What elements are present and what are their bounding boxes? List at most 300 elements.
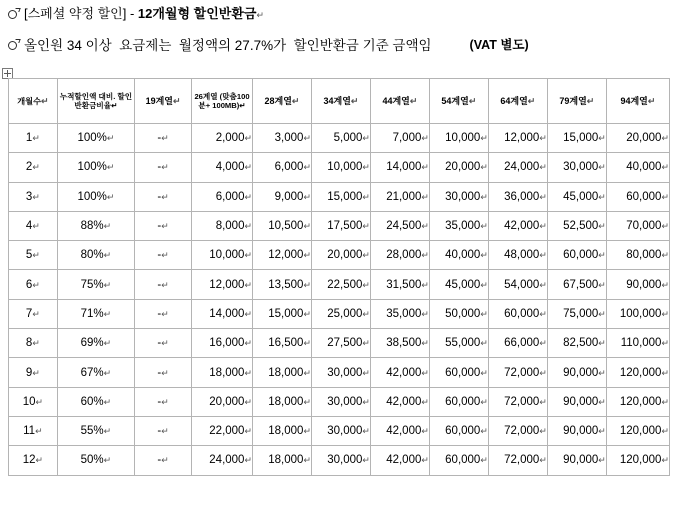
paragraph-mark: ↵ <box>32 338 40 349</box>
paragraph-mark: ↵ <box>32 367 40 378</box>
cell-refund-ratio-value: 100% <box>77 132 107 145</box>
cell-54-value: 35,000 <box>445 220 481 233</box>
paragraph-mark: ↵ <box>244 338 253 349</box>
cell-94 <box>606 329 669 358</box>
col-header-44-label: 44계열 <box>382 95 410 106</box>
paragraph-mark: ↵ <box>661 191 669 202</box>
cell-44 <box>370 446 429 475</box>
paragraph-mark: ↵ <box>161 367 169 378</box>
paragraph-mark: ↵ <box>103 308 112 319</box>
paragraph-mark: ↵ <box>32 221 40 232</box>
cell-44-value: 21,000 <box>386 190 422 203</box>
paragraph-mark: ↵ <box>303 308 311 319</box>
cell-54 <box>429 124 488 153</box>
paragraph-mark: ↵ <box>244 279 253 290</box>
paragraph-mark: ↵ <box>303 279 311 290</box>
cell-94-value: 70,000 <box>626 220 662 233</box>
paragraph-mark: ↵ <box>161 162 169 173</box>
paragraph-mark: ↵ <box>661 367 669 378</box>
cell-26 <box>192 182 253 211</box>
cell-26 <box>192 299 253 328</box>
cell-26-value: 14,000 <box>209 307 245 320</box>
heading-2-text: 올인원 34 이상 요금제는 월정액의 27.7%가 할인반환금 기준 금액임 <box>24 38 432 53</box>
cell-64-value: 54,000 <box>504 278 540 291</box>
paragraph-mark: ↵ <box>421 191 429 202</box>
cell-19-value: - <box>157 395 162 408</box>
cell-refund-ratio-value: 55% <box>80 425 104 438</box>
paragraph-mark: ↵ <box>661 162 669 173</box>
cell-79 <box>547 182 606 211</box>
cell-94 <box>606 124 669 153</box>
paragraph-mark: ↵ <box>362 162 370 173</box>
col-header-54 <box>429 79 488 124</box>
cell-44 <box>370 124 429 153</box>
cell-64-value: 72,000 <box>504 366 540 379</box>
cell-refund-ratio-value: 88% <box>80 220 104 233</box>
cell-19 <box>135 416 192 445</box>
cell-44-value: 31,500 <box>386 278 422 291</box>
cell-19 <box>135 124 192 153</box>
cell-94-value: 60,000 <box>626 190 662 203</box>
paragraph-mark: ↵ <box>421 279 429 290</box>
paragraph-mark: ↵ <box>161 426 169 437</box>
paragraph-mark: ↵ <box>647 95 656 106</box>
cell-79 <box>547 241 606 270</box>
cell-28 <box>253 416 312 445</box>
cell-28 <box>253 124 312 153</box>
circle-arrow-bullet-icon-2 <box>6 39 20 53</box>
cell-94-value: 120,000 <box>619 366 662 379</box>
cell-28-value: 6,000 <box>274 161 304 174</box>
cell-54-value: 20,000 <box>445 161 481 174</box>
cell-refund-ratio <box>57 124 134 153</box>
cell-refund-ratio-value: 100% <box>77 161 107 174</box>
paragraph-mark: ↵ <box>539 396 547 407</box>
cell-94-value: 120,000 <box>619 395 662 408</box>
paragraph-mark: ↵ <box>362 221 370 232</box>
paragraph-mark: ↵ <box>303 191 311 202</box>
col-header-month <box>9 79 58 124</box>
table-row <box>9 416 670 445</box>
cell-28-value: 12,000 <box>268 249 304 262</box>
col-header-28 <box>253 79 312 124</box>
table-row <box>9 124 670 153</box>
cell-44-value: 42,000 <box>386 366 422 379</box>
cell-79 <box>547 299 606 328</box>
paragraph-mark: ↵ <box>539 250 547 261</box>
cell-44-value: 42,000 <box>386 395 422 408</box>
table-row <box>9 270 670 299</box>
circle-arrow-bullet-icon <box>6 8 20 22</box>
paragraph-mark: ↵ <box>103 426 112 437</box>
table-body <box>9 124 670 476</box>
cell-34-value: 10,000 <box>327 161 363 174</box>
paragraph-mark: ↵ <box>362 250 370 261</box>
cell-64 <box>488 124 547 153</box>
cell-94-value: 120,000 <box>619 454 662 467</box>
cell-94 <box>606 446 669 475</box>
cell-54-value: 60,000 <box>445 454 481 467</box>
cell-79-value: 67,500 <box>563 278 599 291</box>
cell-28-value: 13,500 <box>268 278 304 291</box>
cell-refund-ratio <box>57 270 134 299</box>
cell-94-value: 90,000 <box>626 278 662 291</box>
cell-54 <box>429 182 488 211</box>
cell-34 <box>311 182 370 211</box>
paragraph-mark: ↵ <box>303 396 311 407</box>
cell-34 <box>311 211 370 240</box>
col-header-19-label: 19계열 <box>145 95 173 106</box>
paragraph-mark: ↵ <box>409 95 418 106</box>
cell-34-value: 22,500 <box>327 278 363 291</box>
heading-line-2 <box>0 37 679 54</box>
cell-19 <box>135 182 192 211</box>
cell-month-value: 9 <box>25 366 33 379</box>
cell-26 <box>192 416 253 445</box>
cell-28-value: 18,000 <box>268 366 304 379</box>
cell-26 <box>192 446 253 475</box>
cell-month-value: 12 <box>22 454 36 467</box>
table-row <box>9 358 670 387</box>
cell-28-value: 18,000 <box>268 395 304 408</box>
cell-26 <box>192 329 253 358</box>
cell-64-value: 72,000 <box>504 395 540 408</box>
vat-note: (VAT 별도) <box>469 38 529 52</box>
paragraph-mark: ↵ <box>421 162 429 173</box>
paragraph-mark: ↵ <box>539 338 547 349</box>
cell-26-value: 6,000 <box>215 190 245 203</box>
col-header-34-label: 34계열 <box>323 95 351 106</box>
cell-month <box>9 416 58 445</box>
cell-64 <box>488 416 547 445</box>
cell-44-value: 42,000 <box>386 454 422 467</box>
paragraph-mark: ↵ <box>421 221 429 232</box>
paragraph-mark: ↵ <box>161 250 169 261</box>
cell-26 <box>192 211 253 240</box>
cell-28-value: 10,500 <box>268 220 304 233</box>
cell-month <box>9 241 58 270</box>
cell-19-value: - <box>157 278 162 291</box>
paragraph-mark: ↵ <box>598 250 606 261</box>
cell-79 <box>547 211 606 240</box>
paragraph-mark: ↵ <box>103 338 112 349</box>
paragraph-mark: ↵ <box>598 308 606 319</box>
paragraph-mark: ↵ <box>598 279 606 290</box>
paragraph-mark: ↵ <box>106 191 115 202</box>
cell-19-value: - <box>157 454 162 467</box>
paragraph-mark: ↵ <box>161 308 169 319</box>
cell-94-value: 100,000 <box>619 307 662 320</box>
cell-refund-ratio-value: 75% <box>80 278 104 291</box>
paragraph-mark: ↵ <box>32 133 40 144</box>
heading-1-bold: 12개월형 할인반환금 <box>137 6 257 21</box>
paragraph-mark: ↵ <box>598 221 606 232</box>
cell-month <box>9 153 58 182</box>
col-header-79 <box>547 79 606 124</box>
cell-28 <box>253 241 312 270</box>
paragraph-mark: ↵ <box>103 250 112 261</box>
table-row <box>9 387 670 416</box>
paragraph-mark: ↵ <box>303 162 311 173</box>
paragraph-mark: ↵ <box>303 221 311 232</box>
paragraph-mark: ↵ <box>421 133 429 144</box>
cell-44-value: 7,000 <box>392 132 422 145</box>
cell-19 <box>135 241 192 270</box>
paragraph-mark: ↵ <box>362 367 370 378</box>
paragraph-mark: ↵ <box>421 455 429 466</box>
cell-94 <box>606 153 669 182</box>
cell-19 <box>135 153 192 182</box>
paragraph-mark: ↵ <box>244 426 253 437</box>
paragraph-mark: ↵ <box>161 455 169 466</box>
paragraph-mark: ↵ <box>35 455 44 466</box>
cell-19-value: - <box>157 307 162 320</box>
cell-19-value: - <box>157 425 162 438</box>
cell-64 <box>488 299 547 328</box>
paragraph-mark: ↵ <box>291 95 300 106</box>
cell-64 <box>488 241 547 270</box>
cell-64 <box>488 211 547 240</box>
cell-54-value: 50,000 <box>445 307 481 320</box>
cell-79-value: 82,500 <box>563 337 599 350</box>
cell-26 <box>192 124 253 153</box>
cell-94 <box>606 241 669 270</box>
cell-refund-ratio <box>57 241 134 270</box>
cell-26 <box>192 270 253 299</box>
cell-34 <box>311 153 370 182</box>
cell-19 <box>135 299 192 328</box>
cell-26 <box>192 358 253 387</box>
table-row <box>9 329 670 358</box>
col-header-79-label: 79계열 <box>559 95 587 106</box>
cell-month-value: 7 <box>25 307 33 320</box>
cell-54-value: 10,000 <box>445 132 481 145</box>
cell-44 <box>370 329 429 358</box>
cell-54 <box>429 358 488 387</box>
cell-64-value: 66,000 <box>504 337 540 350</box>
cell-refund-ratio-value: 100% <box>77 190 107 203</box>
cell-28 <box>253 270 312 299</box>
cell-28 <box>253 358 312 387</box>
col-header-refund-ratio <box>57 79 134 124</box>
cell-79-value: 52,500 <box>563 220 599 233</box>
cell-refund-ratio <box>57 329 134 358</box>
cell-refund-ratio <box>57 358 134 387</box>
paragraph-mark: ↵ <box>661 338 669 349</box>
paragraph-mark: ↵ <box>661 133 669 144</box>
cell-64 <box>488 387 547 416</box>
cell-44-value: 42,000 <box>386 425 422 438</box>
paragraph-mark: ↵ <box>598 191 606 202</box>
cell-28-value: 18,000 <box>268 454 304 467</box>
paragraph-mark: ↵ <box>103 367 112 378</box>
cell-refund-ratio <box>57 387 134 416</box>
cell-month <box>9 446 58 475</box>
cell-79 <box>547 446 606 475</box>
cell-19-value: - <box>157 220 162 233</box>
cell-64 <box>488 446 547 475</box>
col-header-44 <box>370 79 429 124</box>
cell-month <box>9 270 58 299</box>
cell-19 <box>135 358 192 387</box>
table-row <box>9 299 670 328</box>
cell-34-value: 30,000 <box>327 366 363 379</box>
paragraph-mark: ↵ <box>32 250 40 261</box>
cell-19-value: - <box>157 337 162 350</box>
paragraph-mark: ↵ <box>480 133 488 144</box>
paragraph-mark: ↵ <box>598 426 606 437</box>
paragraph-mark: ↵ <box>480 396 488 407</box>
paragraph-mark: ↵ <box>539 162 547 173</box>
paragraph-mark: ↵ <box>161 221 169 232</box>
cell-month-value: 8 <box>25 337 33 350</box>
cell-64 <box>488 329 547 358</box>
paragraph-mark: ↵ <box>362 308 370 319</box>
paragraph-mark: ↵ <box>598 162 606 173</box>
cell-19-value: - <box>157 190 162 203</box>
cell-refund-ratio <box>57 446 134 475</box>
cell-54 <box>429 329 488 358</box>
col-header-64 <box>488 79 547 124</box>
paragraph-mark: ↵ <box>421 308 429 319</box>
paragraph-mark: ↵ <box>661 279 669 290</box>
cell-refund-ratio-value: 67% <box>80 366 104 379</box>
paragraph-mark: ↵ <box>161 396 169 407</box>
cell-refund-ratio-value: 71% <box>80 307 104 320</box>
cell-44 <box>370 416 429 445</box>
paragraph-mark: ↵ <box>661 221 669 232</box>
paragraph-mark: ↵ <box>244 250 253 261</box>
cell-34 <box>311 329 370 358</box>
cell-28 <box>253 329 312 358</box>
paragraph-mark: ↵ <box>161 133 169 144</box>
paragraph-mark: ↵ <box>256 10 264 20</box>
paragraph-mark: ↵ <box>539 367 547 378</box>
paragraph-mark: ↵ <box>598 367 606 378</box>
cell-79 <box>547 387 606 416</box>
cell-refund-ratio-value: 69% <box>80 337 104 350</box>
cell-44 <box>370 241 429 270</box>
cell-94-value: 40,000 <box>626 161 662 174</box>
cell-34 <box>311 358 370 387</box>
paragraph-mark: ↵ <box>480 191 488 202</box>
cell-54-value: 30,000 <box>445 190 481 203</box>
cell-28 <box>253 153 312 182</box>
cell-44-value: 38,500 <box>386 337 422 350</box>
cell-26-value: 24,000 <box>209 454 245 467</box>
paragraph-mark: ↵ <box>586 95 595 106</box>
cell-28-value: 3,000 <box>274 132 304 145</box>
cell-34-value: 30,000 <box>327 395 363 408</box>
table-row <box>9 153 670 182</box>
paragraph-mark: ↵ <box>244 162 253 173</box>
paragraph-mark: ↵ <box>103 396 112 407</box>
cell-month <box>9 182 58 211</box>
cell-month <box>9 329 58 358</box>
discount-refund-table <box>8 78 670 476</box>
cell-34 <box>311 299 370 328</box>
paragraph-mark: ↵ <box>303 455 311 466</box>
paragraph-mark: ↵ <box>362 426 370 437</box>
paragraph-mark: ↵ <box>303 426 311 437</box>
cell-79-value: 90,000 <box>563 454 599 467</box>
cell-79-value: 45,000 <box>563 190 599 203</box>
cell-79 <box>547 358 606 387</box>
cell-month <box>9 124 58 153</box>
cell-34-value: 30,000 <box>327 454 363 467</box>
document-page <box>0 6 679 514</box>
cell-44 <box>370 358 429 387</box>
paragraph-mark: ↵ <box>421 426 429 437</box>
cell-64 <box>488 270 547 299</box>
cell-26-value: 12,000 <box>209 278 245 291</box>
cell-28 <box>253 211 312 240</box>
cell-79-value: 90,000 <box>563 395 599 408</box>
paragraph-mark: ↵ <box>303 367 311 378</box>
cell-44-value: 24,500 <box>386 220 422 233</box>
paragraph-mark: ↵ <box>539 308 547 319</box>
cell-28 <box>253 387 312 416</box>
cell-28-value: 18,000 <box>268 425 304 438</box>
cell-79-value: 30,000 <box>563 161 599 174</box>
paragraph-mark: ↵ <box>32 308 40 319</box>
paragraph-mark: ↵ <box>480 221 488 232</box>
cell-64-value: 24,000 <box>504 161 540 174</box>
paragraph-mark: ↵ <box>103 279 112 290</box>
col-header-64-label: 64계열 <box>500 95 528 106</box>
cell-54 <box>429 153 488 182</box>
paragraph-mark: ↵ <box>421 367 429 378</box>
paragraph-mark: ↵ <box>539 279 547 290</box>
paragraph-mark: ↵ <box>172 95 181 106</box>
cell-26-value: 2,000 <box>215 132 245 145</box>
cell-79 <box>547 124 606 153</box>
paragraph-mark: ↵ <box>661 250 669 261</box>
paragraph-mark: ↵ <box>303 338 311 349</box>
paragraph-mark: ↵ <box>244 308 253 319</box>
paragraph-mark: ↵ <box>161 191 169 202</box>
cell-34-value: 17,500 <box>327 220 363 233</box>
paragraph-mark: ↵ <box>32 279 40 290</box>
paragraph-mark: ↵ <box>480 338 488 349</box>
cell-94-value: 110,000 <box>620 337 662 350</box>
cell-28-value: 16,500 <box>268 337 304 350</box>
cell-26-value: 22,000 <box>209 425 245 438</box>
col-header-month-label: 개월수 <box>17 96 41 106</box>
cell-94 <box>606 299 669 328</box>
cell-64-value: 36,000 <box>504 190 540 203</box>
paragraph-mark: ↵ <box>362 338 370 349</box>
cell-26-value: 18,000 <box>209 366 245 379</box>
cell-month-value: 11 <box>23 425 36 438</box>
cell-19 <box>135 329 192 358</box>
cell-54 <box>429 387 488 416</box>
cell-34-value: 5,000 <box>333 132 363 145</box>
paragraph-mark: ↵ <box>539 426 547 437</box>
cell-34 <box>311 416 370 445</box>
cell-34 <box>311 446 370 475</box>
cell-34-value: 30,000 <box>327 425 363 438</box>
paragraph-mark: ↵ <box>598 338 606 349</box>
cell-64 <box>488 153 547 182</box>
cell-19 <box>135 387 192 416</box>
paragraph-mark: ↵ <box>32 162 40 173</box>
col-header-34 <box>311 79 370 124</box>
paragraph-mark: ↵ <box>362 133 370 144</box>
cell-34 <box>311 124 370 153</box>
table-row <box>9 446 670 475</box>
table-header-row <box>9 79 670 124</box>
